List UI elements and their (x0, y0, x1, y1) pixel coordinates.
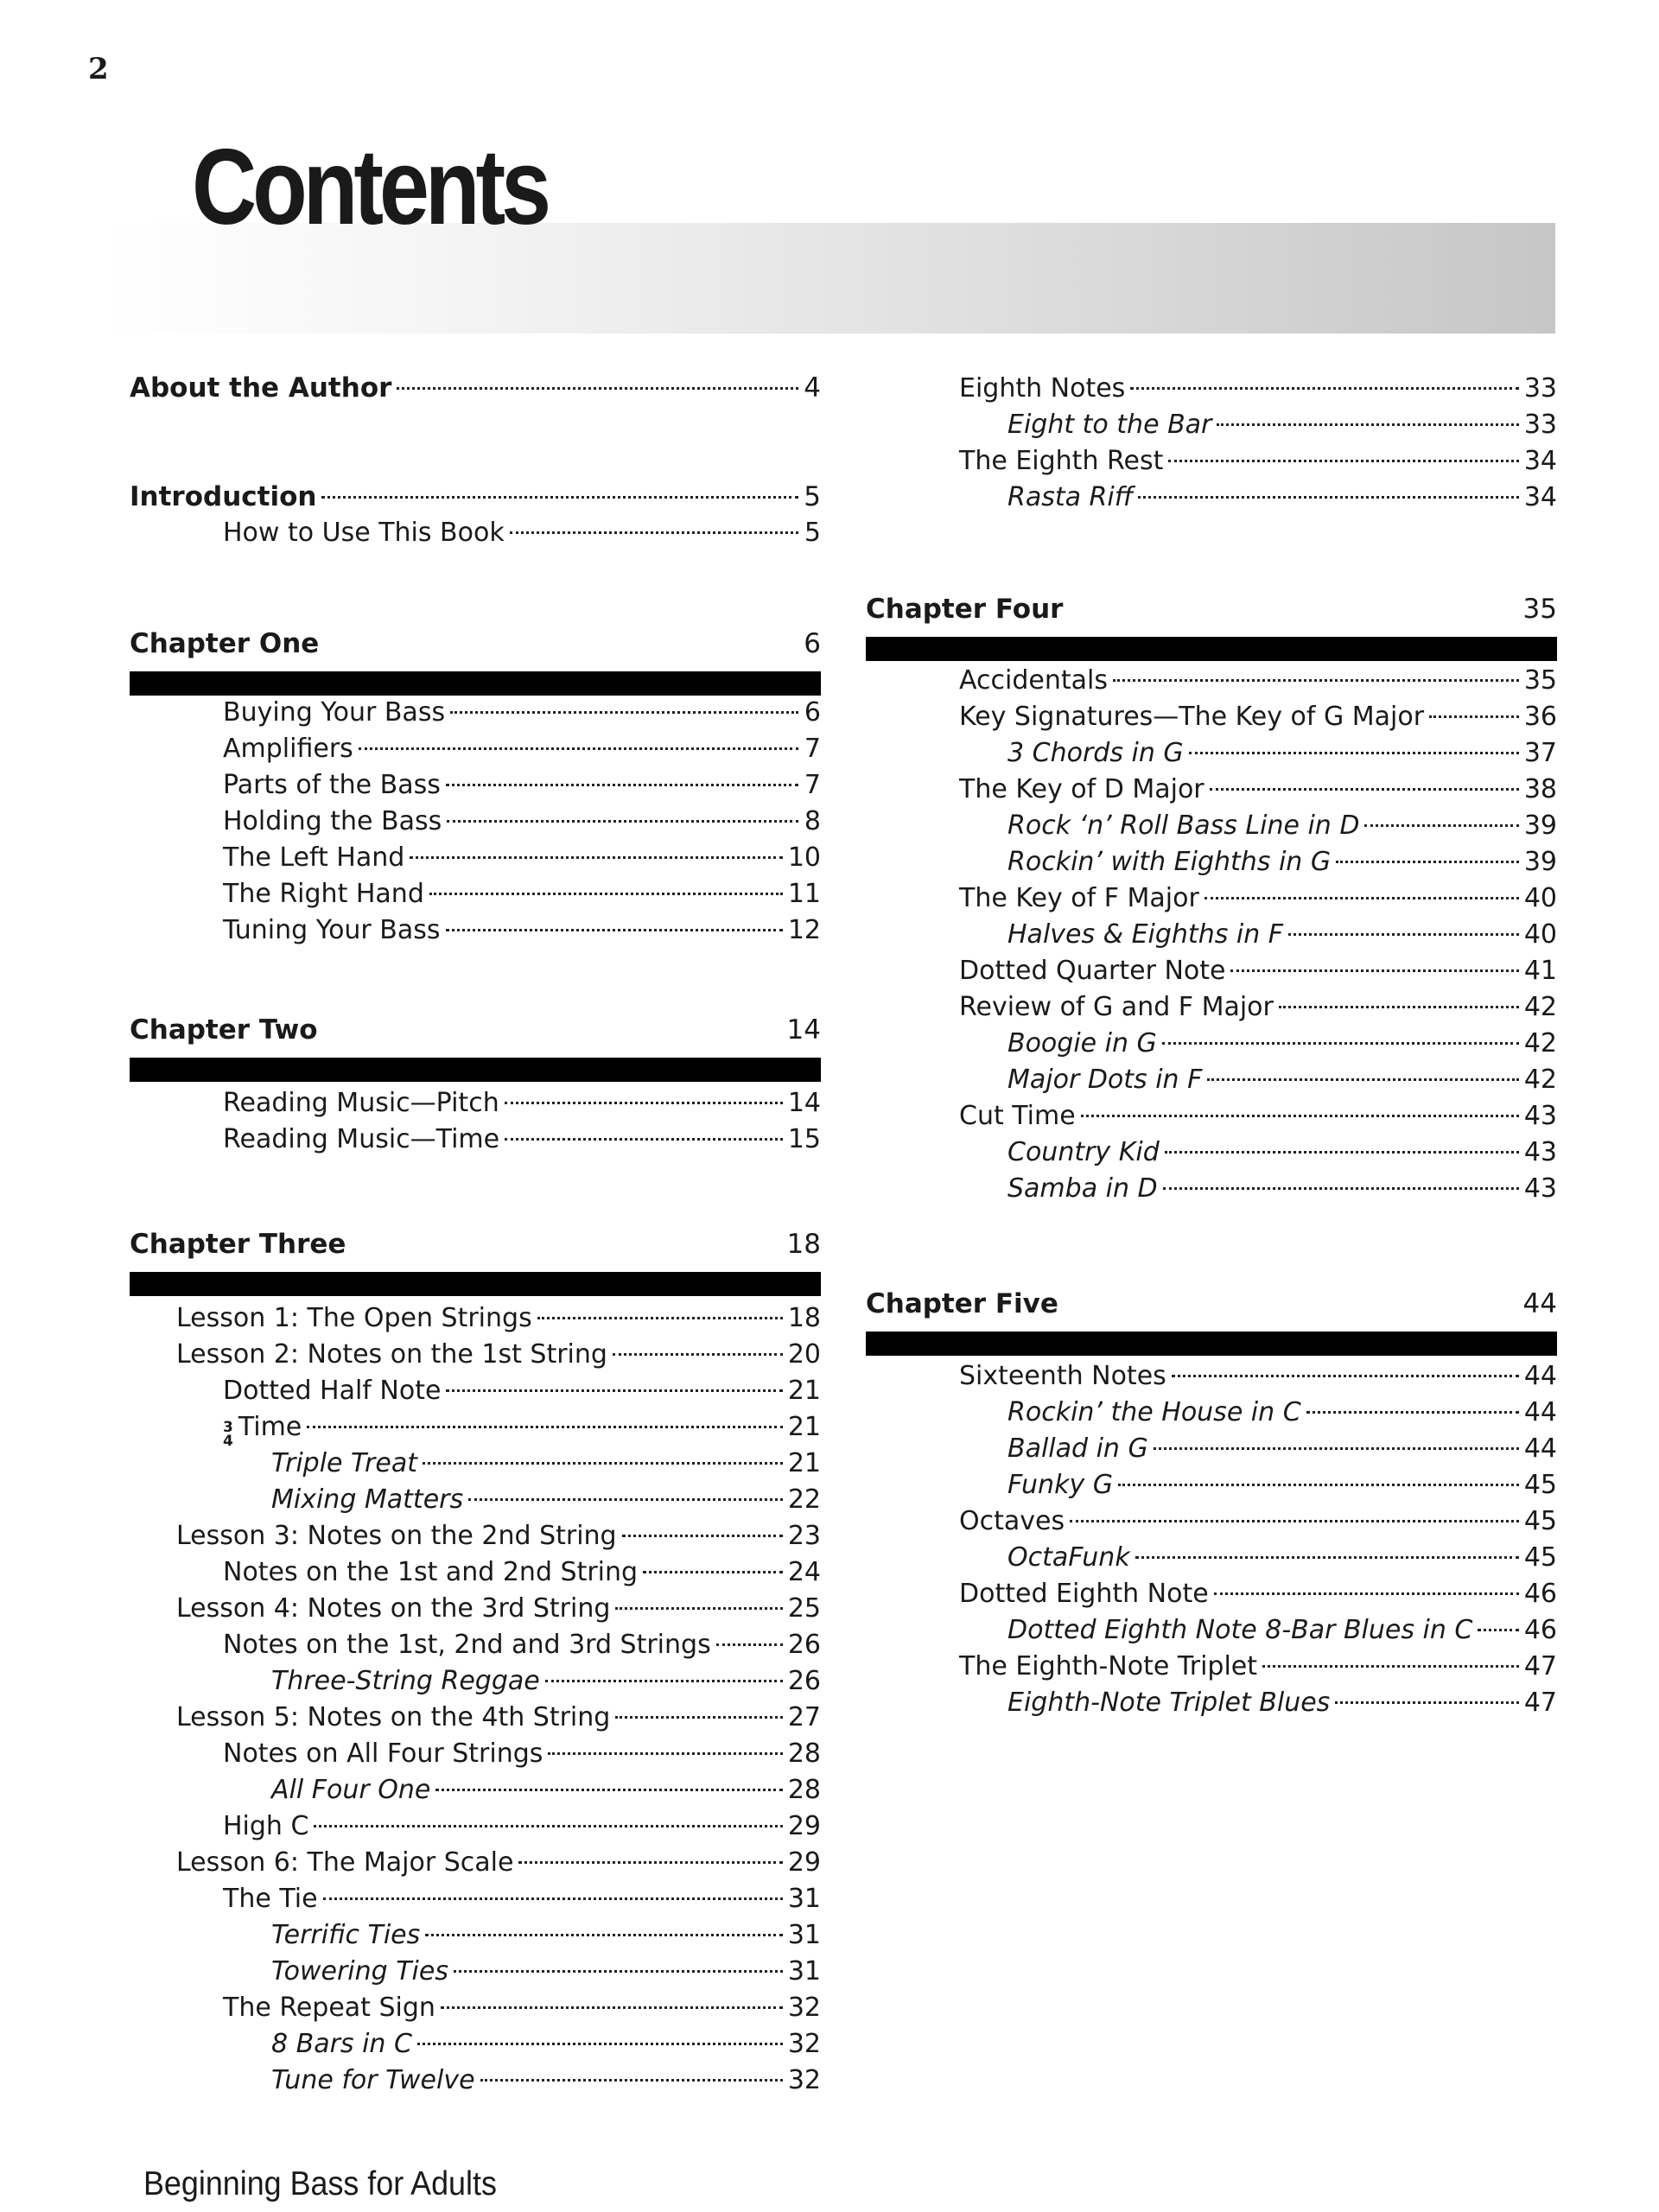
toc-entry[interactable]: Reading Music—Pitch 14 (223, 1088, 821, 1118)
toc-entry[interactable]: Mixing Matters 22 (271, 1484, 821, 1515)
toc-entry[interactable]: Sixteenth Notes 44 (959, 1361, 1557, 1391)
toc-entry[interactable]: The Key of F Major 40 (959, 883, 1557, 913)
toc-entry[interactable]: Rock ‘n’ Roll Bass Line in D 39 (1007, 810, 1557, 841)
toc-entry[interactable]: Dotted Half Note 21 (223, 1376, 821, 1406)
toc-entry-about[interactable]: About the Author 4 (130, 369, 821, 407)
toc-entry[interactable]: Notes on All Four Strings 28 (223, 1738, 821, 1769)
toc-entry[interactable]: Terrific Ties 31 (271, 1920, 821, 1950)
chapter-header-two[interactable]: Chapter Two 14 (130, 1011, 821, 1049)
toc-entry[interactable]: High C 29 (223, 1811, 821, 1841)
toc-entry[interactable]: 3 4 Time 21 (223, 1412, 821, 1450)
toc-entry[interactable]: Notes on the 1st, 2nd and 3rd Strings 26 (223, 1630, 821, 1660)
toc-entry[interactable]: The Repeat Sign 32 (223, 1993, 821, 2023)
time-signature-icon: 3 4 (223, 1419, 233, 1450)
toc-entry[interactable]: Country Kid 43 (1007, 1137, 1557, 1167)
toc-entry[interactable]: Eight to the Bar 33 (1007, 410, 1557, 440)
chapter-header-five[interactable]: Chapter Five 44 (866, 1285, 1557, 1323)
toc-entry[interactable]: Rockin’ the House in C 44 (1007, 1397, 1557, 1427)
toc-entry[interactable]: The Tie 31 (223, 1884, 821, 1914)
toc-entry[interactable]: Lesson 5: Notes on the 4th String 27 (176, 1702, 821, 1732)
toc-entry[interactable]: OctaFunk 45 (1007, 1542, 1557, 1573)
toc-entry[interactable]: Three-String Reggae 26 (271, 1666, 821, 1696)
toc-entry[interactable]: Tune for Twelve 32 (271, 2065, 821, 2095)
page-number: 2 (88, 52, 109, 86)
toc-entry[interactable]: Amplifiers 7 (223, 734, 821, 764)
chapter-bar (130, 1058, 821, 1082)
toc-entry[interactable]: Eighth Notes 33 (959, 373, 1557, 404)
leader-dots (321, 496, 798, 499)
toc-entry[interactable]: Cut Time 43 (959, 1101, 1557, 1131)
toc-entry[interactable]: Eighth-Note Triplet Blues 47 (1007, 1688, 1557, 1718)
page-ref: 5 (804, 481, 821, 512)
toc-entry[interactable]: Samba in D 43 (1007, 1173, 1557, 1204)
toc-entry[interactable]: Towering Ties 31 (271, 1956, 821, 1986)
toc-entry[interactable]: The Eighth Rest 34 (959, 446, 1557, 476)
chapter-header-four[interactable]: Chapter Four 35 (866, 590, 1557, 628)
toc-entry[interactable]: The Key of D Major 38 (959, 774, 1557, 804)
toc-entry-introduction[interactable]: Introduction 5 (130, 478, 821, 516)
toc-entry[interactable]: Rasta Riff 34 (1007, 482, 1557, 512)
toc-entry[interactable]: Parts of the Bass 7 (223, 770, 821, 800)
toc-entry[interactable]: How to Use This Book 5 (223, 518, 821, 548)
toc-entry[interactable]: The Right Hand 11 (223, 879, 821, 909)
page-ref: 4 (804, 372, 821, 404)
toc-entry[interactable]: Lesson 6: The Major Scale 29 (176, 1847, 821, 1878)
toc-entry[interactable]: Review of G and F Major 42 (959, 992, 1557, 1022)
footer-book-title: Beginning Bass for Adults (143, 2165, 497, 2202)
toc-entry[interactable]: Dotted Eighth Note 46 (959, 1579, 1557, 1609)
toc-entry[interactable]: Halves & Eighths in F 40 (1007, 919, 1557, 950)
toc-entry[interactable]: Tuning Your Bass 12 (223, 915, 821, 945)
chapter-bar (866, 1332, 1557, 1356)
toc-entry[interactable]: Buying Your Bass 6 (223, 697, 821, 728)
toc-entry[interactable]: Octaves 45 (959, 1506, 1557, 1536)
toc-entry[interactable]: Lesson 4: Notes on the 3rd String 25 (176, 1593, 821, 1624)
chapter-bar (866, 637, 1557, 661)
toc-entry[interactable]: Key Signatures—The Key of G Major 36 (959, 702, 1557, 732)
toc-entry[interactable]: Funky G 45 (1007, 1470, 1557, 1500)
toc-entry[interactable]: 8 Bars in C 32 (271, 2029, 821, 2059)
toc-entry[interactable]: Accidentals 35 (959, 665, 1557, 696)
toc-entry[interactable]: Rockin’ with Eighths in G 39 (1007, 847, 1557, 877)
toc-entry[interactable]: Lesson 3: Notes on the 2nd String 23 (176, 1521, 821, 1551)
toc-entry[interactable]: Ballad in G 44 (1007, 1433, 1557, 1464)
chapter-header-three[interactable]: Chapter Three 18 (130, 1225, 821, 1263)
toc-entry[interactable]: 3 Chords in G 37 (1007, 738, 1557, 768)
toc-entry[interactable]: Notes on the 1st and 2nd String 24 (223, 1557, 821, 1587)
chapter-bar (130, 671, 821, 696)
toc-entry[interactable]: The Eighth-Note Triplet 47 (959, 1651, 1557, 1681)
leader-dots (397, 387, 798, 390)
chapter-header-one[interactable]: Chapter One 6 (130, 625, 821, 663)
toc-entry[interactable]: Lesson 2: Notes on the 1st String 20 (176, 1339, 821, 1370)
toc-entry[interactable]: Major Dots in F 42 (1007, 1065, 1557, 1095)
toc-entry[interactable]: The Left Hand 10 (223, 842, 821, 873)
page-title: Contents (192, 128, 548, 247)
toc-entry[interactable]: All Four One 28 (271, 1775, 821, 1805)
toc-entry[interactable]: Holding the Bass 8 (223, 806, 821, 836)
toc-entry[interactable]: Triple Treat 21 (271, 1448, 821, 1478)
toc-entry[interactable]: Lesson 1: The Open Strings 18 (176, 1303, 821, 1333)
toc-entry[interactable]: Dotted Eighth Note 8-Bar Blues in C 46 (1007, 1615, 1557, 1645)
toc-entry[interactable]: Dotted Quarter Note 41 (959, 956, 1557, 986)
toc-entry[interactable]: Reading Music—Time 15 (223, 1124, 821, 1154)
chapter-bar (130, 1272, 821, 1296)
toc-entry[interactable]: Boogie in G 42 (1007, 1028, 1557, 1058)
